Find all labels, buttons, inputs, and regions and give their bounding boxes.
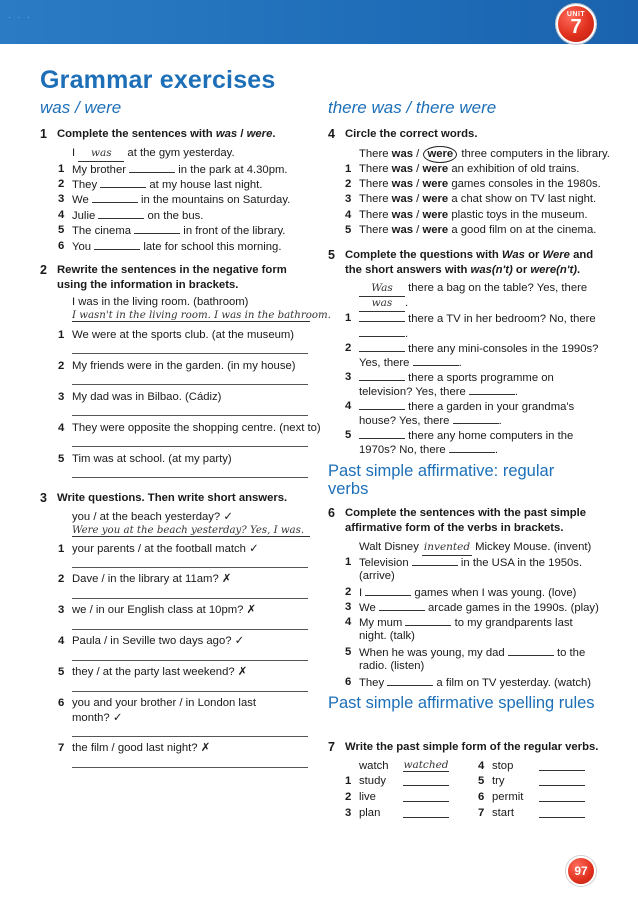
answer-blank[interactable] [412,555,458,566]
answer-line[interactable] [72,384,308,385]
option-was[interactable]: was [391,178,414,190]
answer-blank[interactable] [94,239,140,250]
option-was[interactable]: was [391,193,414,205]
header-bar [0,0,638,44]
answer-line[interactable] [72,767,308,768]
ex5-number: 5 [328,248,335,262]
answer-line[interactable] [72,567,308,568]
answer-line[interactable] [72,660,308,661]
decorative-dots: · · · [8,12,32,22]
ex4-instruction: 4 Circle the correct words. [328,127,478,141]
answer-blank[interactable] [98,208,144,219]
answer-blank[interactable] [449,442,495,453]
ex2-example-answer: I wasn't in the living room. I was in the bathroom. [72,310,331,321]
answer-blank[interactable] [359,326,405,337]
answer-blank[interactable] [387,675,433,686]
answer-blank[interactable] [403,807,449,818]
answer-blank[interactable] [365,585,411,596]
answer-blank[interactable] [359,311,405,322]
answer-blank[interactable] [453,413,499,424]
unit-number: 7 [570,16,582,38]
ex2-number: 2 [40,263,47,277]
heading-spelling-rules: Past simple affirmative spelling rules [328,694,595,712]
ex7-example-answer: watched [403,759,449,771]
ex3-instruction: 3 Write questions. Then write short answers. [40,491,288,505]
page-number-badge: 97 [566,856,596,886]
answer-blank[interactable] [359,370,405,381]
answer-line[interactable] [72,477,308,478]
answer-line[interactable] [72,446,308,447]
answer-blank[interactable] [539,760,585,771]
ex1-instruction: 1 Complete the sentences with was / were. [40,127,276,141]
answer-blank[interactable] [539,807,585,818]
answer-blank[interactable] [413,355,459,366]
ex2-instruction: 2 Rewrite the sentences in the negative form using the information in brackets. [40,263,287,291]
ex1-example-answer: was [78,146,124,162]
ex1-number: 1 [40,127,47,141]
answer-blank[interactable] [359,428,405,439]
option-was[interactable]: was [391,209,414,221]
ex4-number: 4 [328,127,335,141]
answer-line[interactable] [72,415,308,416]
answer-blank[interactable] [403,775,449,786]
answer-blank[interactable] [92,192,138,203]
answer-line[interactable] [72,598,308,599]
ex5-example-answer: Was [359,281,405,297]
answer-line[interactable] [72,691,308,692]
answer-blank[interactable] [379,600,425,611]
answer-blank[interactable] [405,615,451,626]
ex7-instruction: 7 Write the past simple form of the regular verbs. [328,740,599,754]
answer-blank[interactable] [539,791,585,802]
ex7-number: 7 [328,740,335,754]
answer-blank[interactable] [359,399,405,410]
page-title: Grammar exercises [40,66,276,94]
answer-line[interactable] [72,353,308,354]
unit-badge [556,4,596,44]
option-were[interactable]: were [422,209,449,221]
heading-was-were: was / were [40,98,122,117]
option-were[interactable]: were [422,224,449,236]
ex3-example-answer: Were you at the beach yesterday? Yes, I was. [72,525,310,537]
answer-blank[interactable] [469,384,515,395]
answer-blank[interactable] [359,341,405,352]
answer-blank[interactable] [100,177,146,188]
heading-there-was-were: there was / there were [328,98,497,117]
answer-blank[interactable] [539,775,585,786]
option-were[interactable]: were [422,193,449,205]
answer-blank[interactable] [508,645,554,656]
circled-answer: were [423,146,457,163]
answer-blank[interactable] [129,162,175,173]
option-were[interactable]: were [422,163,449,175]
ex5-instruction: 5 Complete the questions with Was or Were and the short answers with was(n't) or were(n't). [328,248,594,276]
answer-blank[interactable] [134,223,180,234]
option-was[interactable]: was [391,163,414,175]
answer-line[interactable] [72,736,308,737]
ex6-example-answer: invented [422,540,472,556]
unit-label: UNIT [566,11,586,18]
ex5-example-answer-2: was [359,296,405,312]
answer-line[interactable] [72,629,308,630]
option-was[interactable]: was [391,224,414,236]
answer-blank[interactable] [403,791,449,802]
ex3-number: 3 [40,491,47,505]
ex6-number: 6 [328,506,335,520]
option-were[interactable]: were [422,178,449,190]
ex6-instruction: 6 Complete the sentences with the past simple affirmative form of the verbs in brackets. [328,506,587,534]
heading-past-simple-regular: Past simple affirmative: regular verbs [328,462,555,498]
